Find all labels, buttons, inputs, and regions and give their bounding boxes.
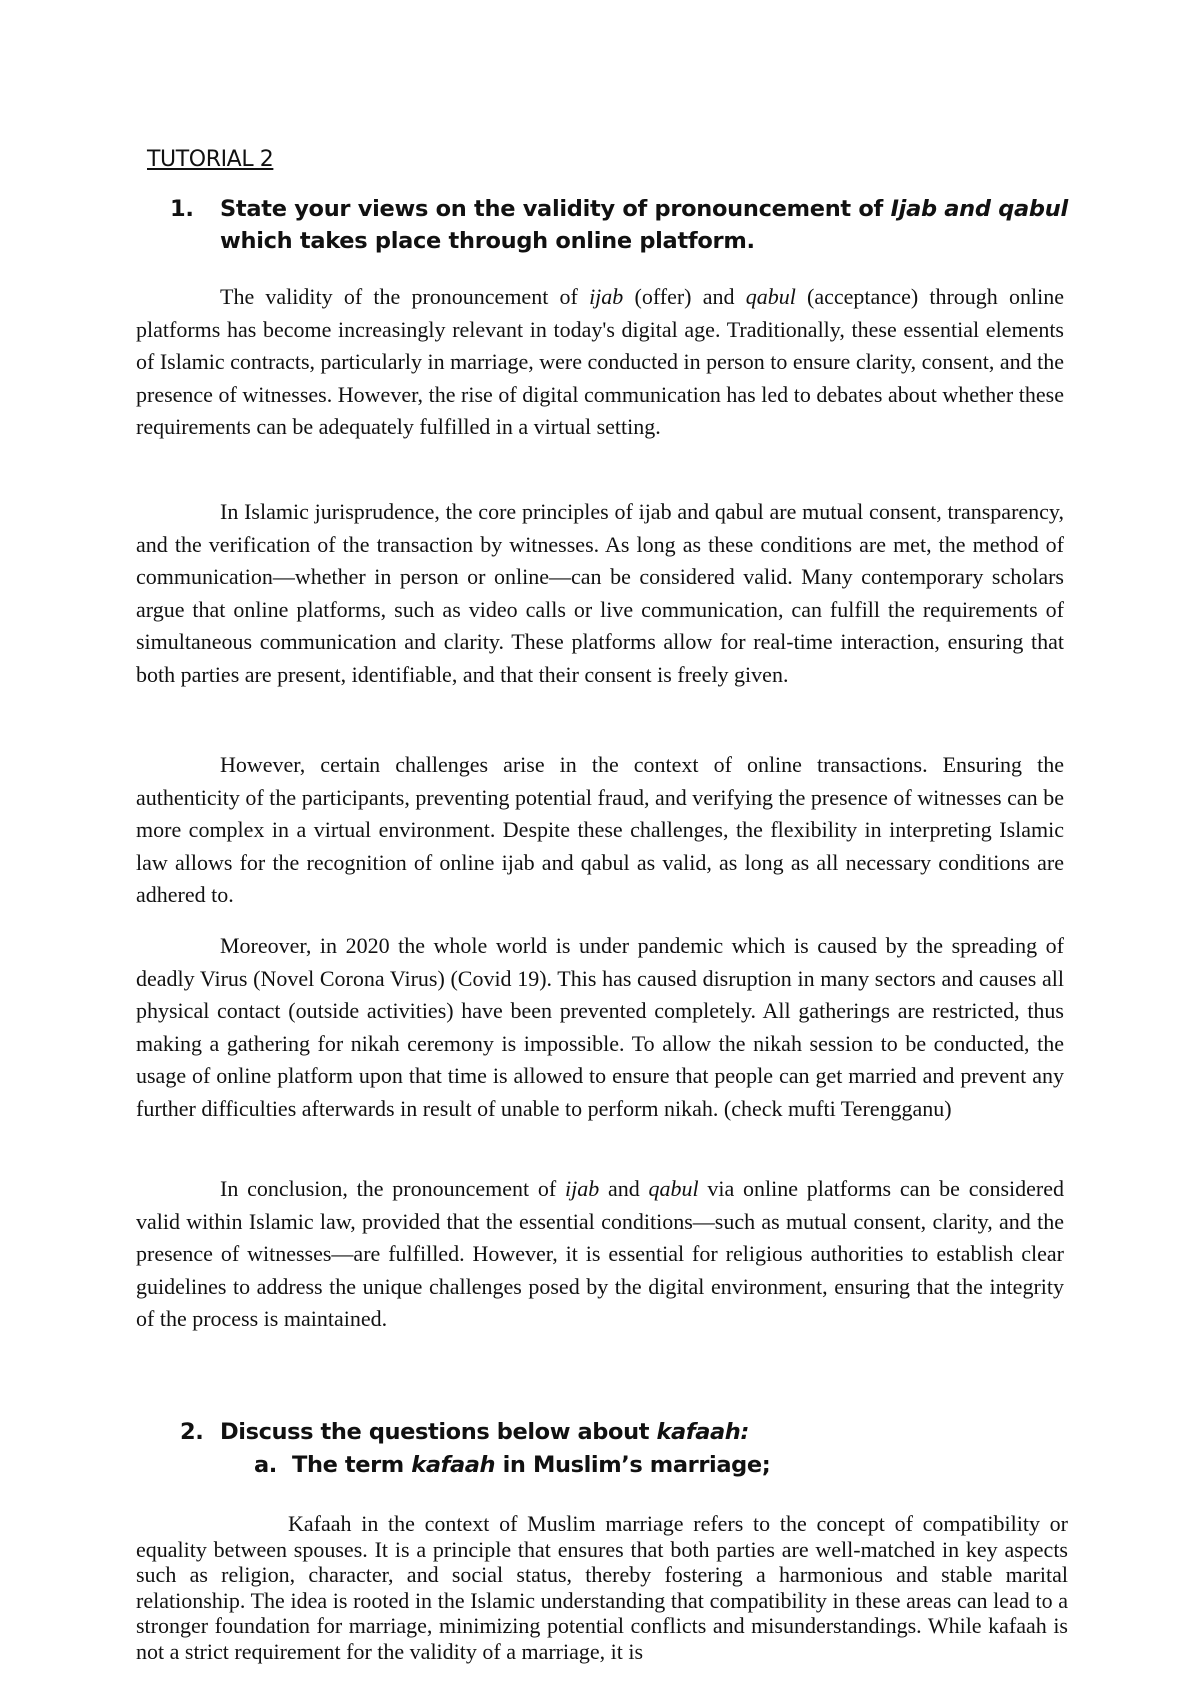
- paragraph-5-part-b: and: [599, 1176, 649, 1201]
- question-1-italic-terms: Ijab and qabul: [890, 196, 1068, 222]
- question-1-number: 1.: [170, 196, 194, 222]
- question-2a-text-after: in Muslim’s marriage;: [495, 1452, 771, 1478]
- qabul-term: qabul: [745, 284, 796, 309]
- answer-1-paragraph-5: [136, 1173, 1064, 1336]
- question-2a-italic: kafaah: [411, 1452, 496, 1478]
- question-2-text-plain: Discuss the questions below about: [220, 1419, 657, 1445]
- question-2a-text: [292, 1452, 770, 1478]
- question-2-number: 2.: [180, 1419, 204, 1445]
- question-2a-number: a.: [254, 1452, 277, 1478]
- answer-1-paragraph-3: However, certain challenges arise in the context of online transactions. Ensuring the authenticity of the participants, preventing potential fraud, and verifying the presence of witnesses can be more complex in a virtual environment. Despite these challenges, the flexibility in interpreting Islamic law allows for the recognition of online ijab and qabul as valid, as long as all necessary conditions are adhered to.: [136, 752, 1064, 907]
- question-2-italic: kafaah:: [656, 1419, 750, 1445]
- ijab-term: ijab: [565, 1176, 600, 1201]
- question-1-text-before: State your views on the validity of pronouncement of: [220, 196, 891, 222]
- paragraph-1-part-a: The validity of the pronouncement of: [220, 284, 590, 309]
- question-2a-text-before: The term: [292, 1452, 412, 1478]
- question-2: [180, 1416, 749, 1448]
- ijab-term: ijab: [589, 284, 624, 309]
- question-2-text: [220, 1419, 749, 1445]
- paragraph-5-part-c: via online platforms can be considered valid within Islamic law, provided that the essential conditions—such as mutual consent, clarity, and the presence of witnesses—are fulfilled. However, it is essential for religious authorities to establish clear guidelines to address the unique challenges posed by the digital environment, ensuring that the integrity of the process is maintained.: [136, 1176, 1064, 1331]
- page-title: TUTORIAL 2: [147, 147, 274, 172]
- paragraph-1-part-b: (offer) and: [623, 284, 746, 309]
- question-1: [170, 193, 1070, 257]
- question-2a: [254, 1449, 770, 1481]
- paragraph-1-part-c: (acceptance) through online platforms has become increasingly relevant in today's digital age. Traditionally, these essential elements of Islamic contracts, particularly in marriage, were conducted in person to ensure clarity, consent, and the presence of witnesses. However, the rise of digital communication has led to debates about whether these requirements can be adequately fulfilled in a virtual setting.: [136, 284, 1065, 439]
- question-1-text: [220, 193, 1070, 257]
- question-1-text-after: which takes place through online platform.: [220, 228, 755, 254]
- answer-1-paragraph-2: In Islamic jurisprudence, the core principles of ijab and qabul are mutual consent, transparency, and the verification of the transaction by witnesses. As long as these conditions are met, the method of communication—whether in person or online—can be considered valid. Many contemporary scholars argue that online platforms, such as video calls or live communication, can fulfill the requirements of simultaneous communication and clarity. These platforms allow for real-time interaction, ensuring that both parties are present, identifiable, and that their consent is freely given.: [136, 499, 1064, 687]
- paragraph-5-part-a: In conclusion, the pronouncement of: [220, 1176, 565, 1201]
- answer-1-paragraph-4: Moreover, in 2020 the whole world is under pandemic which is caused by the spreading of deadly Virus (Novel Corona Virus) (Covid 19). This has caused disruption in many sectors and causes all physical contact (outside activities) have been prevented completely. All gatherings are restricted, thus making a gathering for nikah ceremony is impossible. To allow the nikah session to be conducted, the usage of online platform upon that time is allowed to ensure that people can get married and prevent any further difficulties afterwards in result of unable to perform nikah. (check mufti Terengganu): [136, 933, 1064, 1121]
- answer-1-paragraph-1: [136, 281, 1064, 444]
- qabul-term: qabul: [648, 1176, 699, 1201]
- answer-2a-paragraph: Kafaah in the context of Muslim marriage refers to the concept of compatibility or equality between spouses. It is a principle that ensures that both parties are well-matched in key aspects such as religion, character, and social status, thereby fostering a harmonious and stable marital relationship. The idea is rooted in the Islamic understanding that compatibility in these areas can lead to a stronger foundation for marriage, minimizing potential conflicts and misunderstandings. While kafaah is not a strict requirement for the validity of a marriage, it is: [136, 1511, 1068, 1664]
